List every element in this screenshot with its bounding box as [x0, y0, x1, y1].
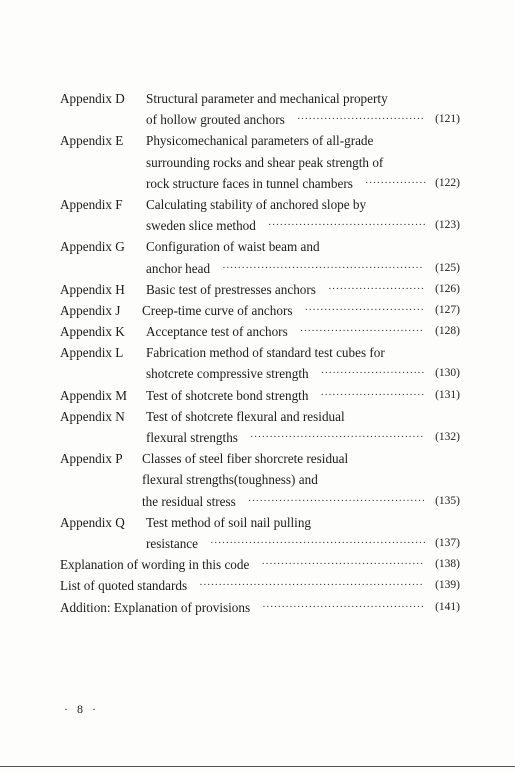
toc-line [60, 406, 460, 427]
toc-leader-dots: ································ [299, 325, 424, 338]
toc-page-ref: (123) [435, 219, 460, 232]
toc-line [60, 236, 460, 257]
toc-line [60, 597, 460, 618]
toc-line [60, 363, 460, 384]
toc-line [60, 469, 460, 490]
toc-line [60, 88, 460, 109]
toc-title-text: flexural strengths [146, 430, 238, 445]
toc-line [60, 152, 460, 173]
toc-title-text: Physicomechanical parameters of all-grade [146, 133, 374, 149]
toc-title-text: Structural parameter and mechanical property [146, 91, 388, 106]
toc-line [60, 109, 460, 130]
toc-leader-dots: ·············································· [247, 494, 426, 507]
toc-title-text: Basic test of prestresses anchors [146, 281, 316, 297]
toc-leader-dots: ······························· [304, 303, 425, 316]
toc-line [60, 512, 460, 533]
toc-title-text: List of quoted standards [60, 578, 188, 594]
toc-page-ref: (139) [435, 579, 460, 592]
toc-line [60, 533, 460, 554]
bottom-rule [0, 766, 515, 767]
toc-title-text: Classes of steel fiber shorcrete residual [142, 451, 349, 467]
toc-line [60, 448, 460, 469]
toc-line [60, 575, 460, 596]
toc-title-text: of hollow grouted anchors [146, 112, 285, 128]
toc-line [60, 194, 460, 215]
toc-appendix-label: Appendix F [60, 196, 123, 212]
toc-entry[interactable] [60, 554, 460, 575]
toc-appendix-label: Appendix D [60, 91, 125, 106]
toc-page-ref: (135) [435, 494, 460, 507]
page-number: · 8 · [64, 702, 99, 716]
toc-line [60, 279, 460, 300]
toc-appendix-label: Appendix N [60, 408, 125, 424]
toc-title-text: resistance [146, 535, 198, 551]
toc-title-text: Calculating stability of anchored slope by [146, 196, 367, 212]
toc-entry[interactable] [60, 279, 460, 300]
toc-title-text: Test of shotcrete flexural and residual [146, 408, 345, 424]
toc-appendix-label: Appendix P [60, 451, 123, 467]
toc-title-text: shotcrete compressive strength [146, 366, 309, 382]
toc-appendix-label: Appendix E [60, 133, 124, 149]
toc-leader-dots: ···················································· [222, 261, 423, 274]
toc-title-text: the residual stress [142, 493, 236, 509]
toc-page-ref: (125) [435, 261, 460, 274]
toc-title-text: anchor head [146, 260, 211, 276]
toc-line [60, 258, 460, 279]
toc-entry[interactable] [60, 321, 460, 342]
toc-appendix-label: Appendix G [60, 239, 125, 255]
toc-appendix-label: Appendix M [60, 387, 128, 403]
toc-leader-dots: ·························································· [199, 579, 424, 592]
toc-leader-dots: ························· [327, 282, 425, 295]
toc-entry[interactable] [60, 512, 460, 554]
toc-appendix-label: Appendix H [60, 281, 125, 297]
toc-leader-dots: ········································· [267, 219, 427, 232]
toc-page-ref: (138) [435, 558, 460, 571]
toc-line [60, 491, 460, 512]
toc-page-ref: (127) [435, 303, 460, 316]
toc-title-text: Test of shotcrete bond strength [146, 387, 309, 403]
toc-appendix-label: Appendix K [60, 324, 125, 340]
toc-leader-dots: ························································ [210, 536, 427, 549]
toc-line [60, 427, 460, 448]
toc-title-text: Configuration of waist beam and [146, 239, 320, 255]
toc-entry[interactable] [60, 300, 460, 321]
toc-page-ref: (122) [435, 176, 460, 189]
toc-page-ref: (132) [435, 431, 460, 443]
toc-entry[interactable] [60, 130, 460, 194]
toc-line [60, 554, 460, 575]
toc-title-text: Explanation of wording in this code [60, 557, 250, 573]
toc-entry[interactable] [60, 385, 460, 406]
toc-appendix-label: Appendix L [60, 345, 124, 361]
toc-leader-dots: ·········································· [261, 558, 424, 571]
toc-leader-dots: ··························· [320, 388, 425, 401]
toc-leader-dots: ··························· [320, 367, 425, 380]
toc-leader-dots: ················ [364, 176, 427, 189]
toc-page-ref: (131) [435, 388, 460, 401]
toc-page-ref: (141) [435, 600, 460, 613]
toc-page-ref: (130) [435, 367, 460, 380]
toc-appendix-label: Appendix Q [60, 514, 125, 530]
toc-title-text: Fabrication method of standard test cubes for [146, 345, 385, 361]
toc-title-text: rock structure faces in tunnel chambers [146, 175, 353, 191]
toc-page-ref: (126) [435, 282, 460, 295]
toc-leader-dots: ·········································· [262, 600, 425, 613]
toc-entry[interactable] [60, 342, 460, 384]
toc-title-text: flexural strengths(toughness) and [142, 472, 318, 488]
toc-entry[interactable] [60, 236, 460, 278]
toc-entry[interactable] [60, 194, 460, 236]
toc-line [60, 130, 460, 151]
toc-page-ref: (121) [435, 113, 460, 126]
toc-line [60, 342, 460, 363]
toc-leader-dots: ································· [296, 113, 425, 126]
toc-title-text: Test method of soil nail pulling [146, 514, 312, 530]
toc-line [60, 300, 460, 321]
toc-title-text: Creep-time curve of anchors [142, 302, 293, 318]
toc-entry[interactable] [60, 448, 460, 512]
toc-line [60, 173, 460, 194]
toc-entry[interactable] [60, 575, 460, 596]
toc-entry[interactable] [60, 88, 460, 130]
toc-title-text: surrounding rocks and shear peak strength of [146, 154, 384, 170]
toc-line [60, 215, 460, 236]
toc-title-text: Acceptance test of anchors [146, 324, 288, 340]
toc-page-ref: (128) [435, 325, 460, 338]
toc-entry[interactable] [60, 406, 460, 448]
toc-line [60, 321, 460, 342]
toc-leader-dots: ············································· [249, 431, 424, 443]
toc-page-ref: (137) [435, 536, 460, 549]
toc-title-text: Addition: Explanation of provisions [60, 599, 251, 615]
toc-appendix-label: Appendix J [60, 302, 121, 318]
toc-line [60, 385, 460, 406]
toc-title-text: sweden slice method [146, 218, 256, 234]
toc-entry[interactable] [60, 597, 460, 618]
table-of-contents [60, 88, 460, 618]
